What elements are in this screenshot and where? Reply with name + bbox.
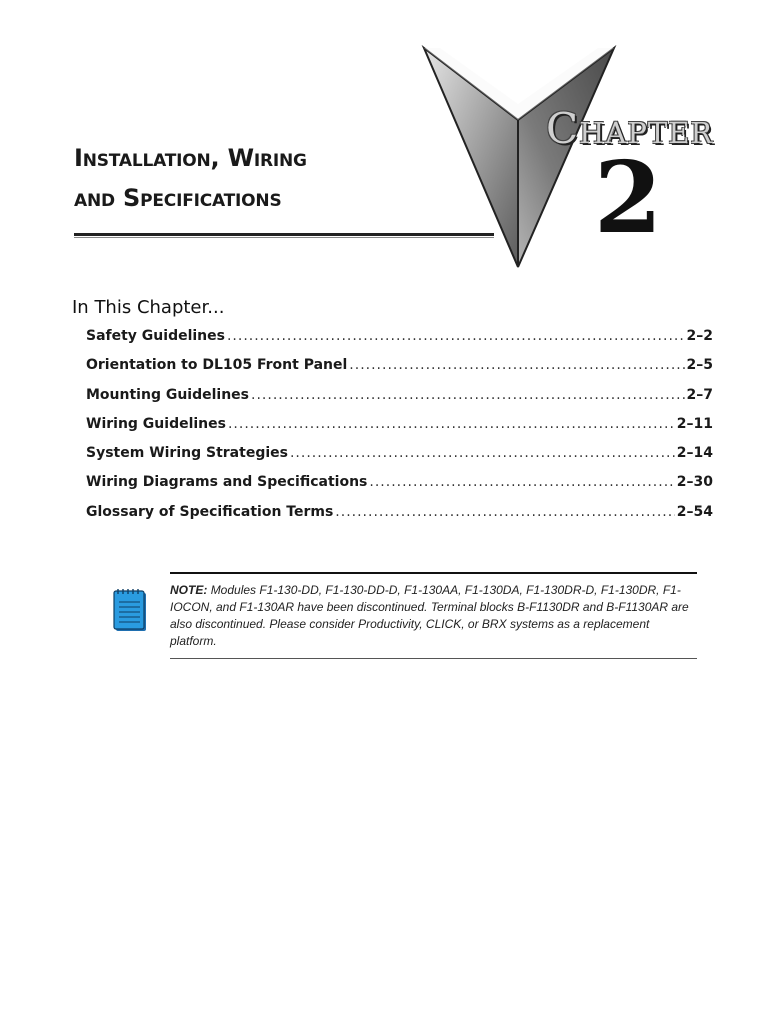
toc-entry-page: 2–14 xyxy=(676,445,713,462)
toc-leader-dots xyxy=(228,416,675,432)
toc-entry-label: Orientation to DL105 Front Panel xyxy=(86,357,348,374)
toc-entry[interactable] xyxy=(86,357,713,386)
toc-entry-page: 2–54 xyxy=(676,503,713,520)
table-of-contents xyxy=(86,328,713,533)
toc-leader-dots xyxy=(227,328,685,344)
chapter-number: 2 xyxy=(594,141,663,256)
toc-entry[interactable] xyxy=(86,328,713,357)
note-text: Modules F1-130-DD, F1-130-DD-D, F1-130AA, F1-130DA, F1-130DR-D, F1-130DR, F1-IOCON, and F1-130AR have been discontinued. Terminal blocks B-F1130DR and B-F1130AR are also discontinued. Please consider Productivity, CLICK, or BRX systems as a replacement platform. xyxy=(170,583,689,648)
toc-entry-label: Glossary of Specification Terms xyxy=(86,503,334,520)
toc-entry-label: System Wiring Strategies xyxy=(86,445,288,462)
toc-entry-label: Wiring Guidelines xyxy=(86,415,226,432)
chapter-label: Chapter xyxy=(546,104,714,153)
toc-entry-page: 2–5 xyxy=(686,357,713,374)
toc-leader-dots xyxy=(369,474,674,490)
chapter-chevron-icon xyxy=(418,42,618,272)
note-label: NOTE: xyxy=(170,583,208,597)
note-paragraph xyxy=(170,582,697,650)
toc-leader-dots xyxy=(349,357,684,373)
toc-entry[interactable] xyxy=(86,416,713,445)
toc-entry-label: Wiring Diagrams and Specifications xyxy=(86,474,368,491)
toc-leader-dots xyxy=(335,504,674,520)
toc-entry-label: Mounting Guidelines xyxy=(86,386,250,403)
toc-leader-dots xyxy=(251,387,685,403)
toc-entry-label: Safety Guidelines xyxy=(86,328,225,344)
toc-entry-page: 2–2 xyxy=(686,328,713,344)
discontinued-note xyxy=(170,572,697,659)
notepad-icon xyxy=(112,588,148,634)
toc-entry-page: 2–30 xyxy=(676,474,713,491)
chapter-title-line-2: and Specifications xyxy=(74,184,282,212)
chapter-title-line-1: Installation, Wiring xyxy=(74,144,307,172)
toc-heading: In This Chapter... xyxy=(72,297,225,318)
toc-entry-page: 2–11 xyxy=(676,415,713,432)
toc-entry[interactable] xyxy=(86,504,713,533)
toc-entry-page: 2–7 xyxy=(686,386,713,403)
toc-leader-dots xyxy=(290,445,675,461)
toc-entry[interactable] xyxy=(86,387,713,416)
toc-entry[interactable] xyxy=(86,445,713,474)
toc-entry[interactable] xyxy=(86,474,713,503)
